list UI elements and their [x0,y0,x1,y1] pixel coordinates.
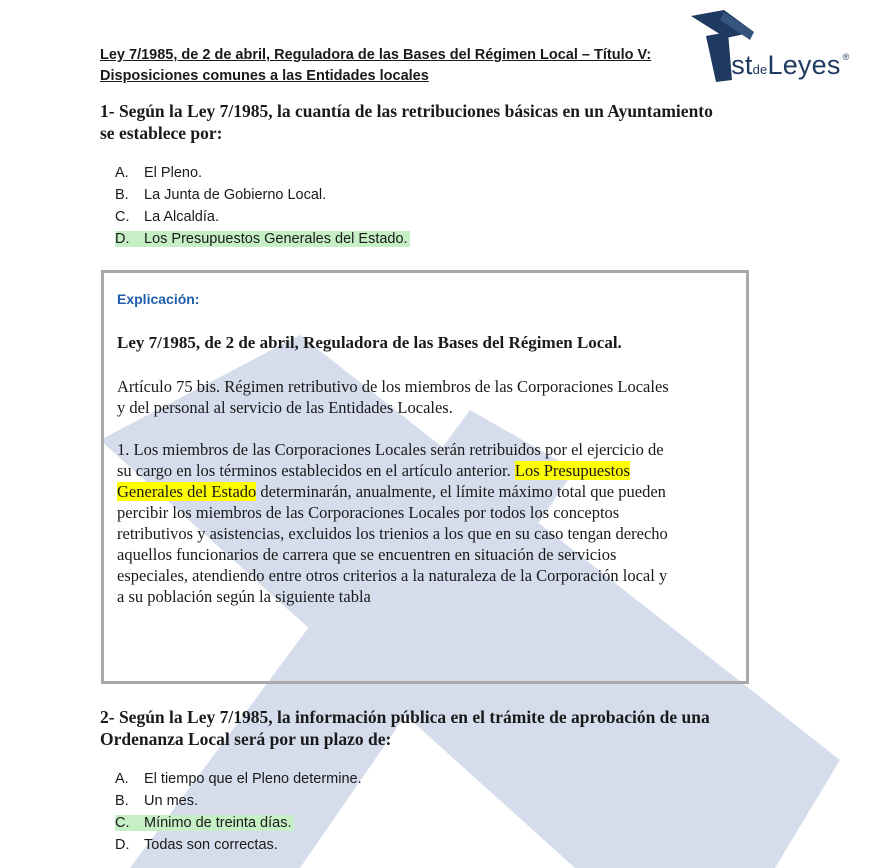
question-2 [100,706,760,750]
explanation-line-1: 1. Los miembros de las Corporaciones Locales serán retribuidos por el ejercicio de [117,440,664,459]
option-d-correct [115,228,410,250]
document-title [100,45,670,87]
logo-wordmark [716,50,849,81]
explanation-line-3 [117,481,737,502]
explanation-line-4: percibir los miembros de las Corporaciones Locales por todos los conceptos [117,503,620,522]
option-text: Los Presupuestos Generales del Estado. [144,231,408,247]
article-title-line-2: y del personal al servicio de las Entidades Locales. [117,398,453,417]
explanation-line-8: a su población según la siguiente tabla [117,587,371,606]
explanation-line-7: especiales, atendiendo entre otros criterios a la naturaleza de la Corporación local y [117,566,668,585]
option-letter: D. [115,231,130,247]
option-a [115,768,362,790]
explanation-law-title: Ley 7/1985, de 2 de abril, Reguladora de las Bases del Régimen Local. [117,333,622,352]
explanation-line-3-end: determinarán, anualmente, el límite máximo total que pueden [256,482,666,501]
option-d [115,834,362,856]
question-1-line-1: 1- Según la Ley 7/1985, la cuantía de las retribuciones básicas en un Ayuntamiento [100,101,713,121]
option-b [115,790,362,812]
option-text: Mínimo de treinta días. [144,815,292,831]
question-1 [100,100,760,144]
question-2-line-1: 2- Según la Ley 7/1985, la información pública en el trámite de aprobación de una [100,707,710,727]
question-2-options [115,768,362,856]
question-1-options [115,162,410,250]
article-title-line-1: Artículo 75 bis. Régimen retributivo de los miembros de las Corporaciones Locales [117,377,669,396]
option-a [115,162,410,184]
option-letter: B. [115,793,129,809]
option-letter: B. [115,187,129,203]
explanation-label: Explicación: [117,291,200,307]
explanation-line-2 [117,460,737,481]
option-letter: A. [115,165,129,181]
option-letter: D. [115,837,130,853]
question-2-line-2: Ordenanza Local será por un plazo de: [100,729,392,749]
logo-text-de: de [752,62,768,77]
document-title-line-2: Disposiciones comunes a las Entidades locales [100,68,429,84]
registered-mark: ® [842,52,850,62]
question-1-line-2: se establece por: [100,123,223,143]
logo-text-main: est [716,50,753,80]
explanation-box [101,270,749,684]
option-letter: C. [115,209,130,225]
explanation-line-6: aquellos funcionarios de carrera que se encuentren en situación de servicios [117,545,617,564]
option-text: El Pleno. [144,165,203,181]
highlighted-answer-part-1: Los Presupuestos [514,461,630,480]
option-c-correct [115,812,362,834]
option-text: El tiempo que el Pleno determine. [144,771,362,787]
option-letter: C. [115,815,130,831]
option-c [115,206,410,228]
option-text: La Junta de Gobierno Local. [144,187,327,203]
explanation-line-2-start: su cargo en los términos establecidos en el artículo anterior. [117,461,515,480]
explanation-text [117,439,737,607]
explanation-line-5: retributivos y asistencias, excluidos los trienios a los que en su caso tengan derecho [117,524,668,543]
document-title-line-1: Ley 7/1985, de 2 de abril, Reguladora de las Bases del Régimen Local – Título V: [100,47,652,63]
option-b [115,184,410,206]
option-letter: A. [115,771,129,787]
explanation-article-title [117,376,737,418]
option-text: La Alcaldía. [144,209,219,225]
logo-text-end: Leyes [767,50,841,80]
highlighted-answer-part-2: Generales del Estado [117,482,257,501]
option-text: Todas son correctas. [144,837,278,853]
option-text: Un mes. [144,793,198,809]
